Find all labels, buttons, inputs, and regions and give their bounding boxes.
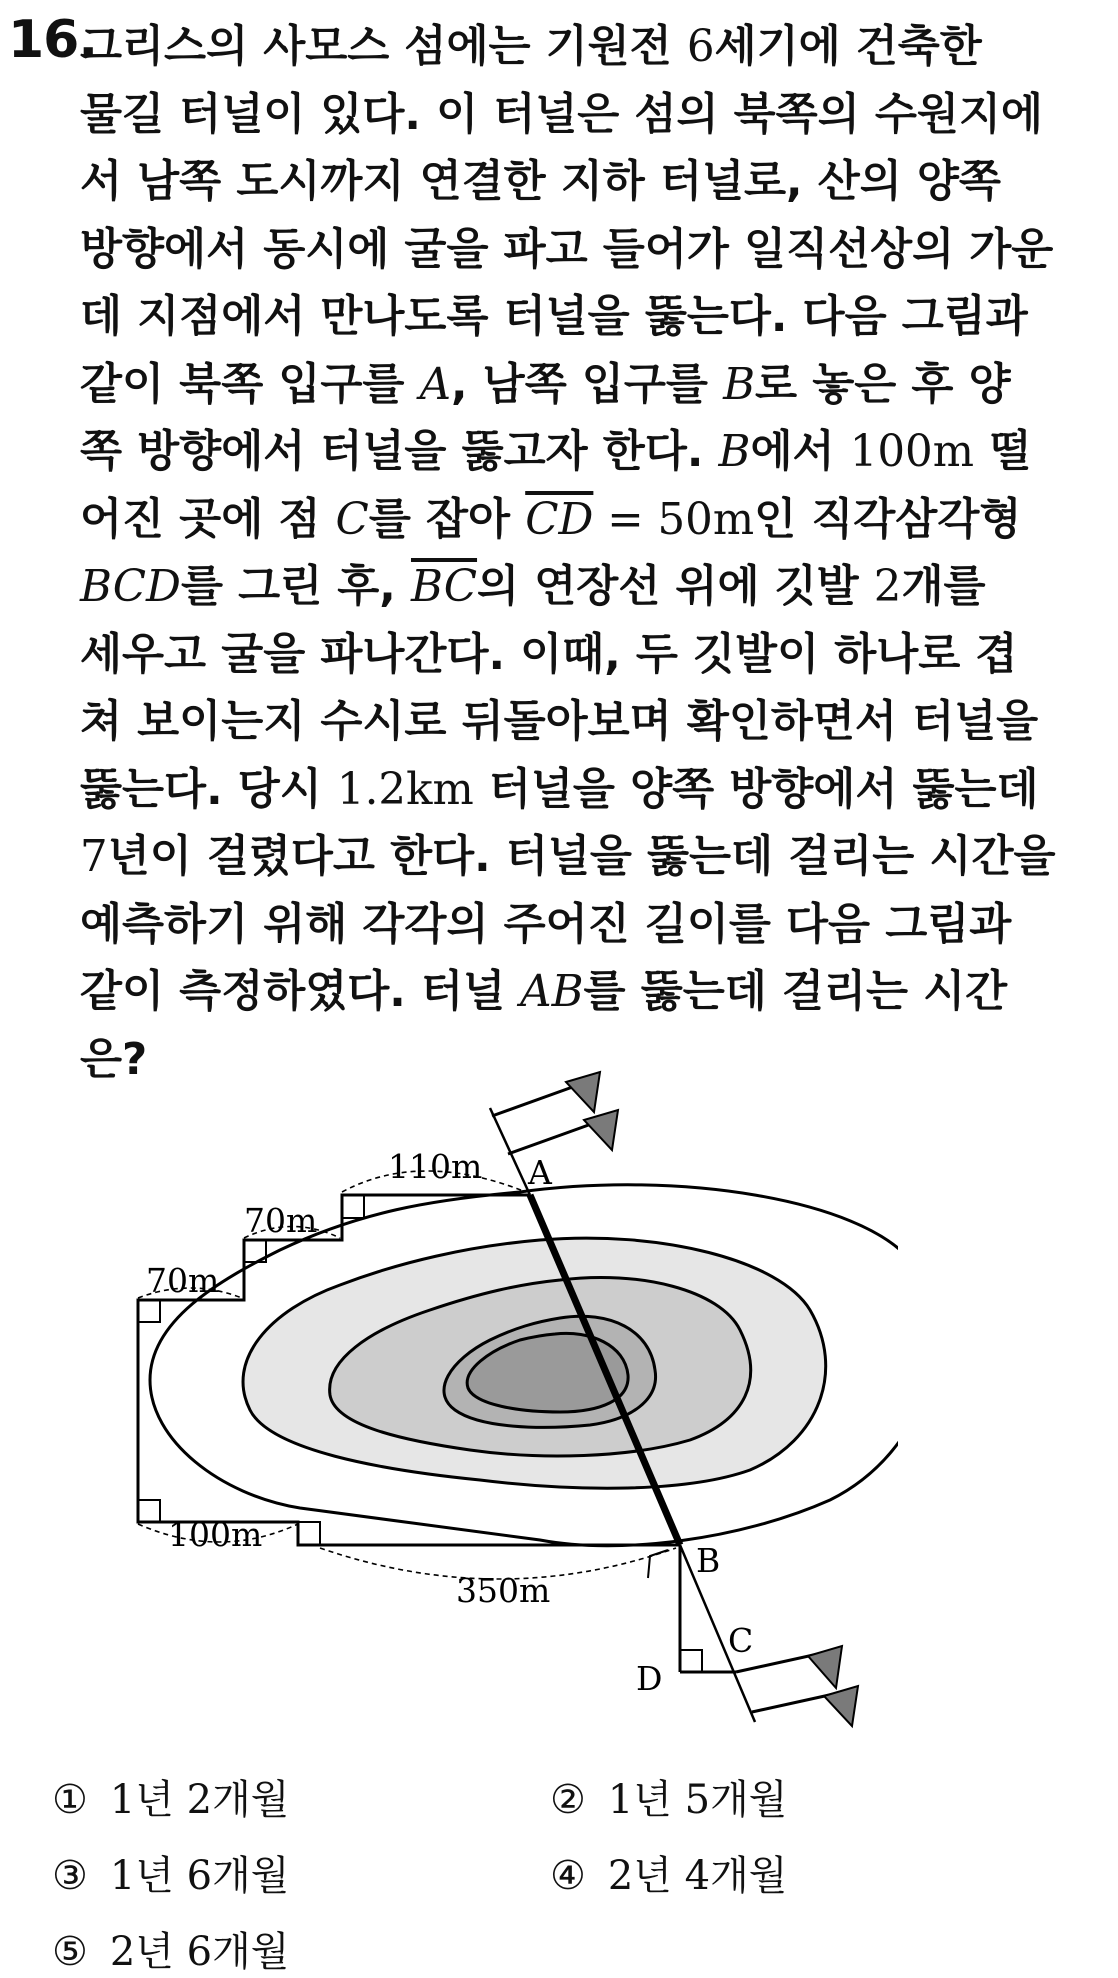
math-number: = 50m: [593, 494, 755, 545]
text-run: 를 그린 후,: [180, 562, 411, 612]
question-line: [80, 757, 1070, 825]
label-point-b: B: [696, 1541, 721, 1580]
math-number: 2: [873, 562, 902, 612]
question-line: [80, 554, 1070, 622]
question-text: [80, 14, 1070, 1094]
question-line: [80, 824, 1070, 892]
text-run: 터널을 양쪽 방향에서 뚫는데: [473, 764, 1039, 815]
choice-3-mark: ③: [52, 1853, 88, 1899]
text-run: 같이 측정하였다. 터널: [80, 967, 521, 1017]
tunnel-figure: [128, 1050, 898, 1740]
text-run: 년이 걸렸다고 한다. 터널을 뚫는데 걸리는 시간을: [107, 832, 1056, 882]
label-110m: 110m: [388, 1147, 483, 1186]
label-350m: 350m: [456, 1571, 551, 1610]
label-point-a: A: [528, 1153, 552, 1192]
question-line: [80, 352, 1070, 420]
question-number: 16.: [8, 10, 98, 70]
math-number: 7: [80, 832, 108, 882]
math-symbol: BCD: [80, 562, 181, 612]
text-run: 떨: [973, 427, 1032, 477]
text-run: 인 직각삼각형: [754, 494, 1022, 545]
text-run: 에서: [750, 427, 850, 477]
choice-2[interactable]: [550, 1768, 787, 1825]
math-segment: $\overline{CD}$: [525, 494, 594, 545]
choice-4-mark: ④: [550, 1853, 586, 1899]
choice-2-mark: ②: [550, 1777, 586, 1823]
question-line: [80, 284, 1070, 352]
math-number: 100m: [849, 427, 974, 477]
label-70m-lower: 70m: [146, 1261, 220, 1300]
choice-5-text: 2년 6개월: [109, 1929, 290, 1975]
flags-bottom: [736, 1646, 858, 1726]
question-line: [80, 217, 1070, 285]
choice-4[interactable]: [550, 1844, 787, 1901]
text-run: 서 남쪽 도시까지 연결한 지하 터널로, 산의 양쪽: [80, 157, 1001, 207]
choice-3[interactable]: [52, 1844, 289, 1901]
text-run: 로 놓은 후 양: [755, 359, 1011, 410]
math-symbol: A: [419, 359, 452, 410]
text-run: 의 연장선 위에 깃발: [477, 562, 874, 612]
math-symbol: B: [723, 359, 756, 410]
label-point-d: D: [636, 1659, 663, 1698]
math-symbol: C: [335, 494, 369, 545]
flags-top: [492, 1072, 618, 1154]
question-line: [80, 419, 1070, 487]
choice-4-text: 2년 4개월: [607, 1853, 788, 1899]
text-run: 개를: [901, 562, 986, 612]
text-run: 물길 터널이 있다. 이 터널은 섬의 북쪽의 수원지에: [80, 89, 1043, 140]
question-line: [80, 689, 1070, 757]
choice-1-mark: ①: [52, 1777, 88, 1823]
question-line: [80, 892, 1070, 960]
text-run: 방향에서 동시에 굴을 파고 들어가 일직선상의 가운: [80, 224, 1054, 275]
text-run: 은?: [80, 1034, 148, 1085]
text-run: 같이 북쪽 입구를: [80, 359, 420, 410]
question-line: [80, 149, 1070, 217]
label-100m: 100m: [168, 1515, 263, 1554]
text-run: 뚫는다. 당시: [80, 764, 337, 815]
text-run: 데 지점에서 만나도록 터널을 뚫는다. 다음 그림과: [80, 292, 1028, 342]
math-symbol: B: [718, 427, 751, 477]
question-line: [80, 82, 1070, 150]
text-run: 그리스의 사모스 섬에는 기원전: [80, 22, 687, 72]
text-run: 를 잡아: [368, 494, 526, 545]
math-number: 1.2km: [336, 764, 474, 815]
label-point-c: C: [728, 1621, 754, 1660]
question-line: [80, 622, 1070, 690]
text-run: 세우고 굴을 파나간다. 이때, 두 깃발이 하나로 겹: [80, 629, 1018, 680]
text-run: , 남쪽 입구를: [451, 359, 724, 410]
choice-5[interactable]: [52, 1920, 289, 1977]
question-line: [80, 487, 1070, 555]
choice-1[interactable]: [52, 1768, 289, 1825]
choice-2-text: 1년 5개월: [607, 1777, 788, 1823]
choice-1-text: 1년 2개월: [109, 1777, 290, 1823]
text-run: 예측하기 위해 각각의 주어진 길이를 다음 그림과: [80, 899, 1012, 950]
math-segment: $\overline{BC}$: [410, 562, 478, 612]
question-line: [80, 959, 1070, 1027]
text-run: 쳐 보이는지 수시로 뒤돌아보며 확인하면서 터널을: [80, 697, 1039, 747]
question-line: [80, 14, 1070, 82]
text-run: 세기에 건축한: [714, 22, 982, 72]
choice-3-text: 1년 6개월: [109, 1853, 290, 1899]
text-run: 어진 곳에 점: [80, 494, 336, 545]
label-70m-upper: 70m: [244, 1201, 318, 1240]
sight-line-top: [490, 1108, 530, 1195]
text-run: 를 뚫는데 걸리는 시간: [583, 967, 1008, 1017]
choice-5-mark: ⑤: [52, 1929, 88, 1975]
text-run: 쪽 방향에서 터널을 뚫고자 한다.: [80, 427, 719, 477]
math-symbol: AB: [520, 967, 584, 1017]
math-number: 6: [686, 22, 715, 72]
